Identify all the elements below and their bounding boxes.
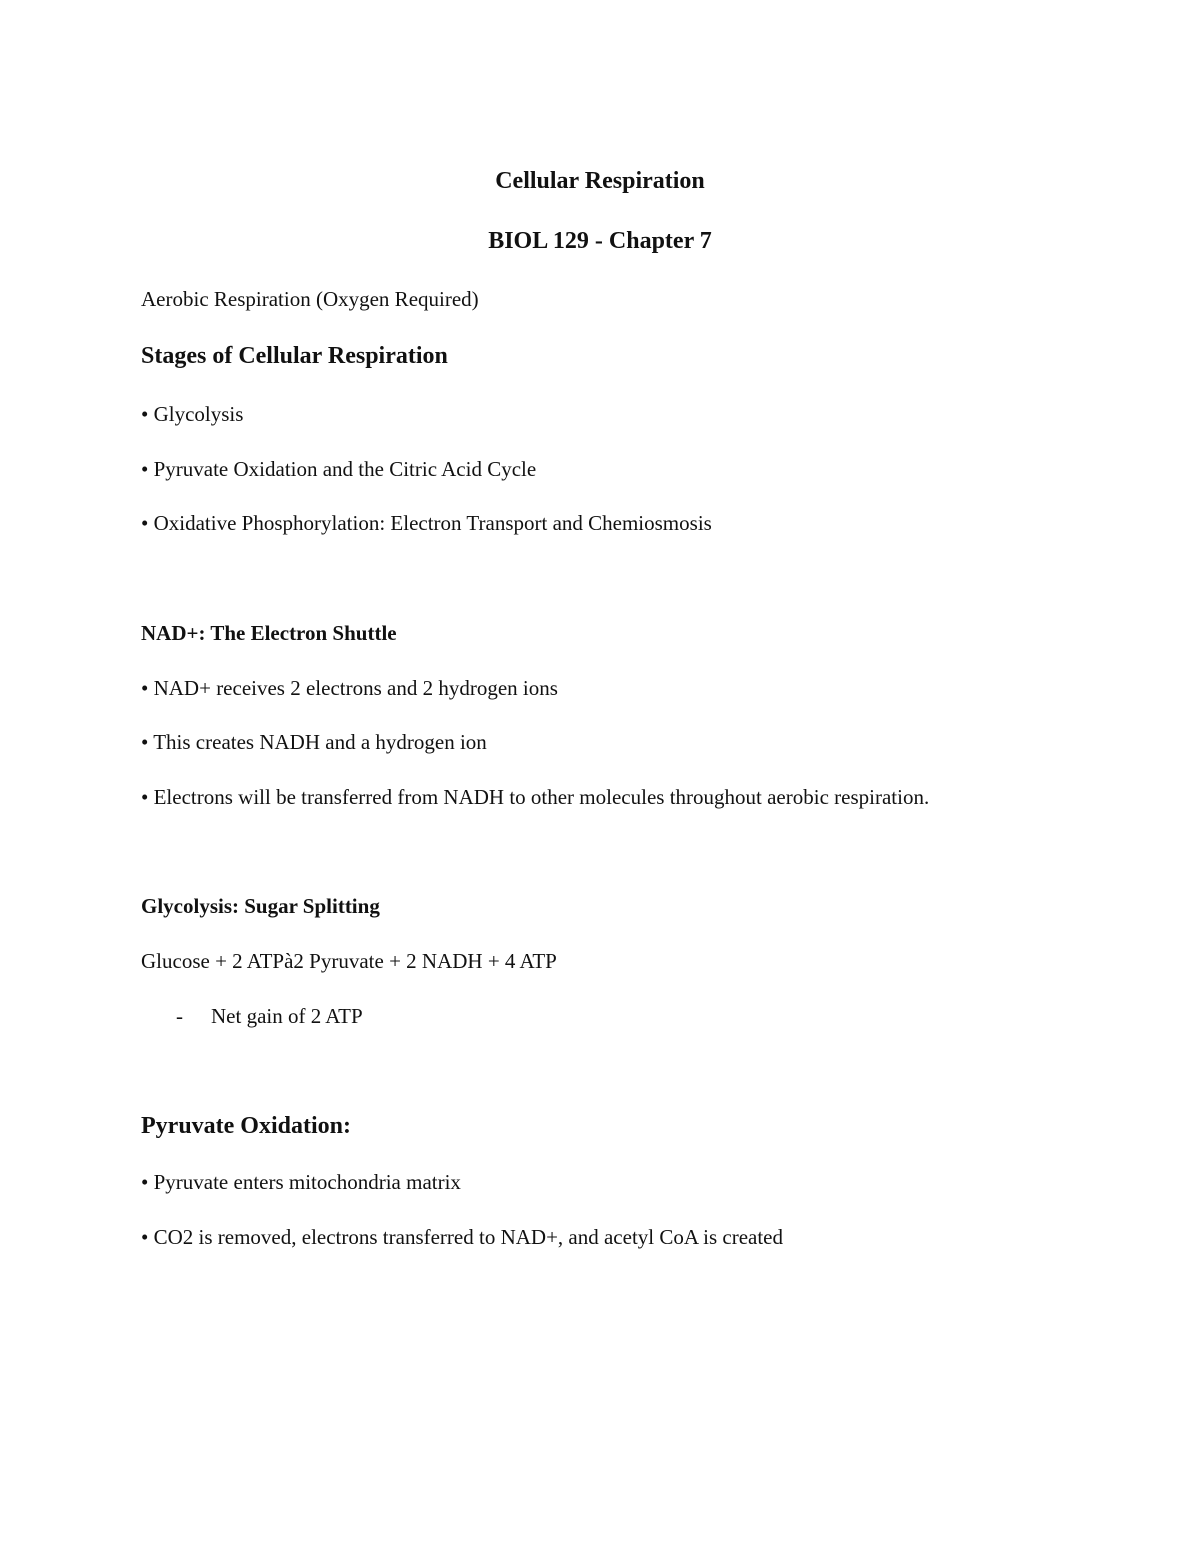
list-item: • Pyruvate Oxidation and the Citric Acid Cycle [141,457,537,481]
sub-list-item-text: Net gain of 2 ATP [211,1004,363,1028]
section-heading-pyruvate: Pyruvate Oxidation: [141,1113,351,1139]
list-item: • NAD+ receives 2 electrons and 2 hydrogen ions [141,676,558,700]
intro-text: Aerobic Respiration (Oxygen Required) [141,287,479,311]
list-item: • Pyruvate enters mitochondria matrix [141,1170,461,1194]
document-subtitle: BIOL 129 - Chapter 7 [488,228,712,254]
sub-list-item [176,1003,363,1029]
dash-marker: - [176,1004,183,1028]
list-item: • This creates NADH and a hydrogen ion [141,730,487,754]
document-title: Cellular Respiration [495,168,705,194]
list-item: • Oxidative Phosphorylation: Electron Transport and Chemiosmosis [141,511,712,535]
glycolysis-equation: Glucose + 2 ATPà2 Pyruvate + 2 NADH + 4 ATP [141,949,557,973]
list-item: • Glycolysis [141,402,244,426]
list-item: • CO2 is removed, electrons transferred to NAD+, and acetyl CoA is created [141,1225,783,1249]
section-heading-nad: NAD+: The Electron Shuttle [141,621,397,645]
list-item: • Electrons will be transferred from NADH to other molecules throughout aerobic respiration. [141,785,930,809]
section-heading-glycolysis: Glycolysis: Sugar Splitting [141,894,380,918]
section-heading-stages: Stages of Cellular Respiration [141,343,448,369]
